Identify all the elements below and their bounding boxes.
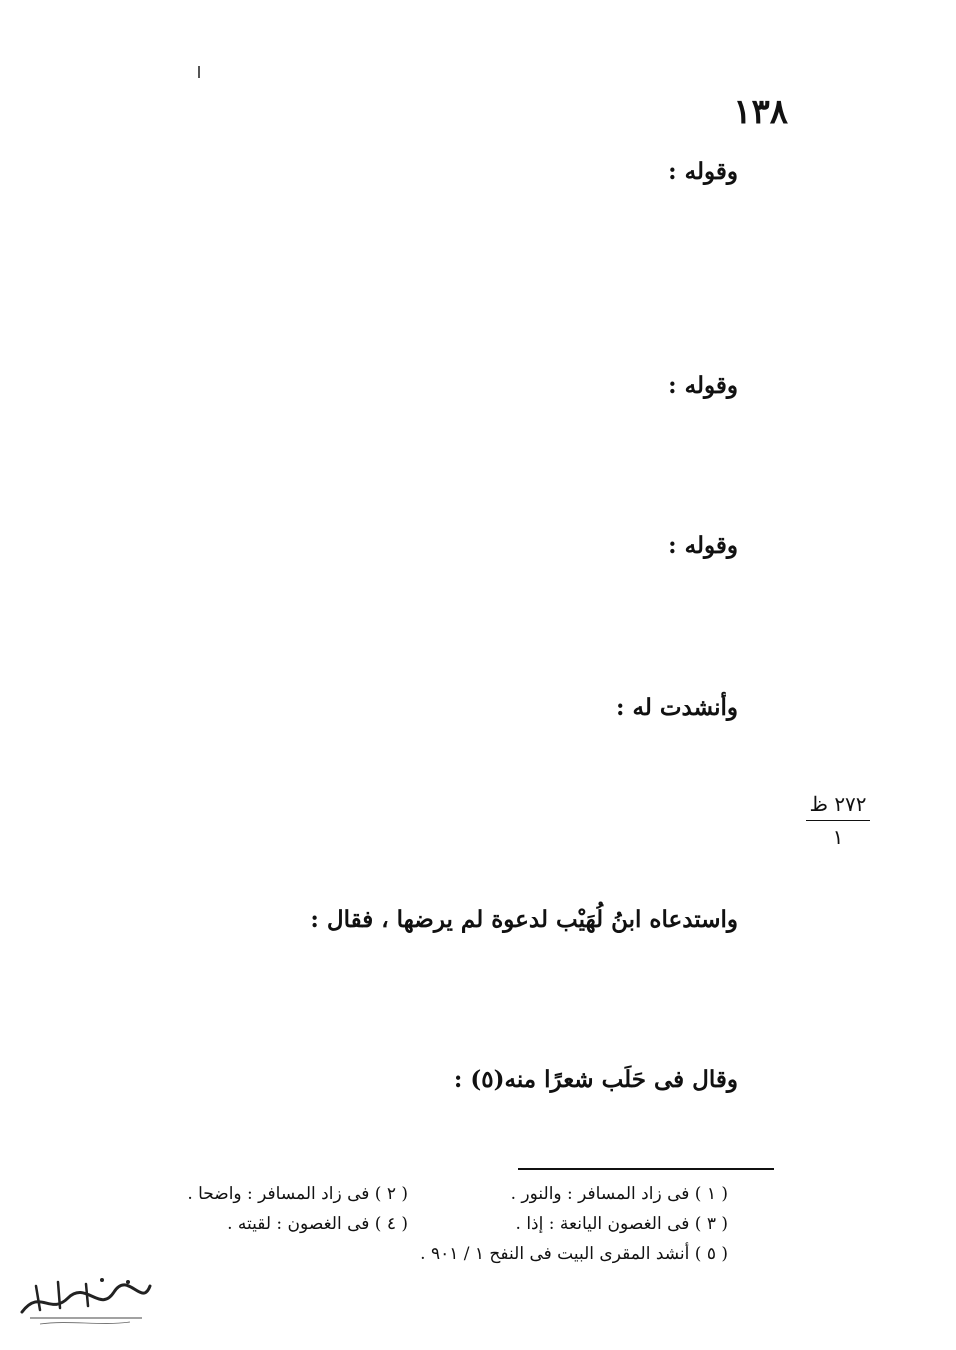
page-number: ١٣٨ — [733, 92, 788, 132]
footnote: ( ٣ ) فى الغصون اليانعة : إذا . — [515, 1214, 728, 1234]
section-intro: وأنشدت له : — [616, 694, 738, 721]
footnote-separator — [518, 1168, 774, 1170]
footnote: ( ٥ ) أنشد المقرى البيت فى النفح ١ / ٩٠١ . — [420, 1244, 728, 1264]
section-intro: وقال فى حَلَب شعرًا منه(٥) : — [453, 1066, 738, 1093]
footnote: ( ١ ) فى زاد المسافر : والنور . — [510, 1184, 728, 1204]
section-intro: وقوله : — [668, 372, 738, 399]
section-intro: واستدعاه ابنُ لُهَيْب لدعوة لم يرضها ، فقال : — [310, 906, 738, 933]
library-stamp-logo — [10, 1268, 160, 1328]
section-intro: وقوله : — [668, 158, 738, 185]
stamp-calligraphy — [10, 1268, 160, 1328]
scan-mark — [198, 66, 200, 78]
footnote: ( ٢ ) فى زاد المسافر : واضحا . — [187, 1184, 408, 1204]
folio-number: ٢٧٢ ظ — [809, 792, 867, 816]
footnote: ( ٤ ) فى الغصون : لقيته . — [227, 1214, 408, 1234]
folio-divider — [806, 820, 870, 821]
manuscript-folio-ref — [806, 790, 870, 851]
section-intro: وقوله : — [668, 532, 738, 559]
folio-column: ١ — [832, 825, 844, 849]
